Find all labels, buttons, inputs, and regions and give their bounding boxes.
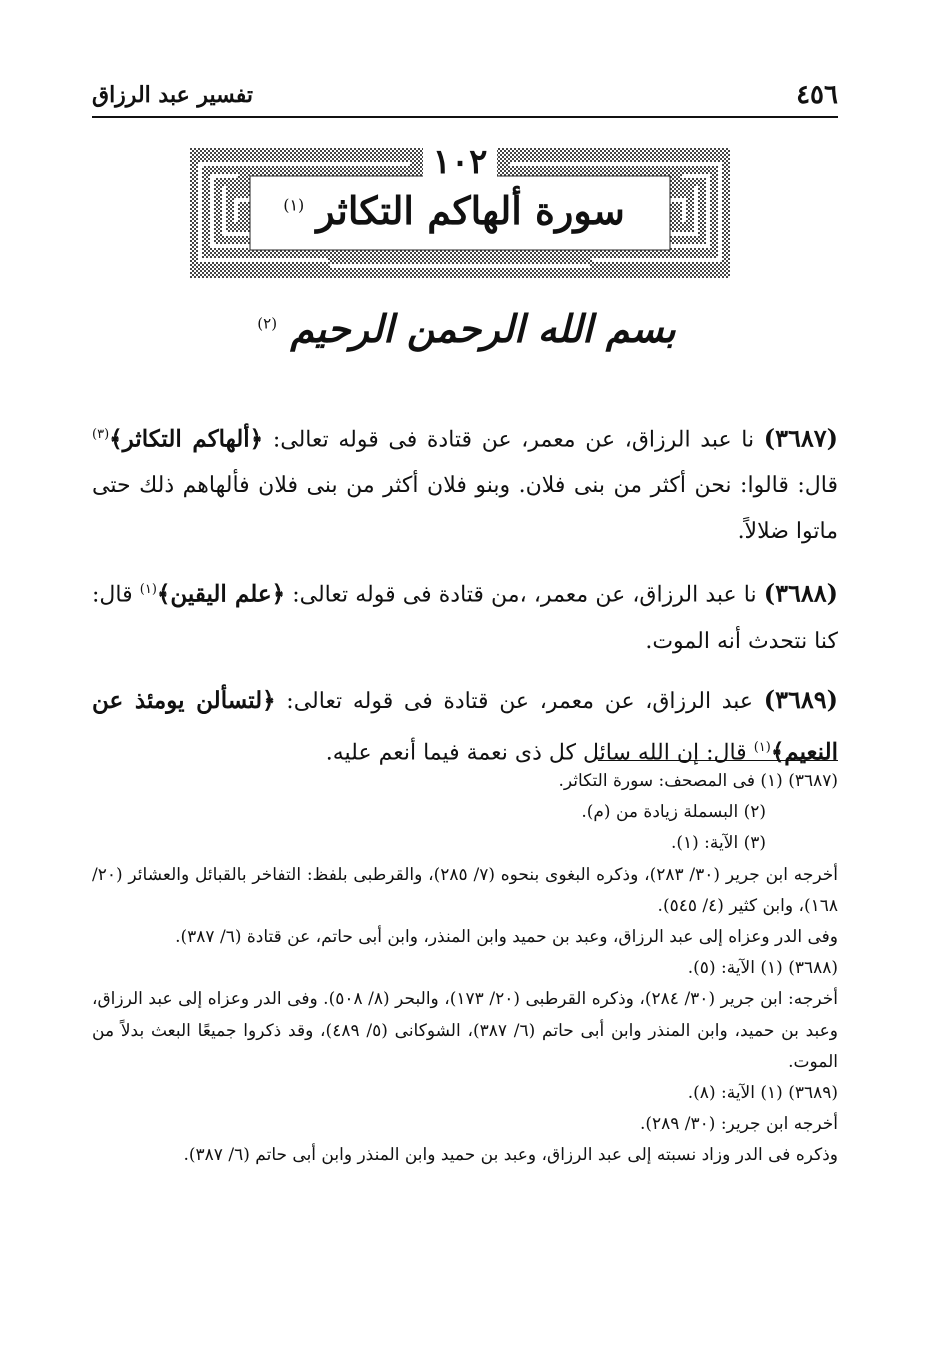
surah-title: [190, 188, 730, 233]
entry-text: قال: كنا نتحدث أنه الموت.: [92, 582, 838, 654]
footnotes: [92, 766, 838, 1172]
footnote-separator: [598, 760, 838, 761]
quran-verse: ﴿ألهاكم التكاثر﴾: [109, 425, 264, 453]
footnote-ref: (١): [139, 582, 157, 598]
entry-number: (٣٦٨٩): [763, 684, 838, 714]
surah-number: ١٠٢: [190, 142, 730, 182]
basmala-footnote-ref: (٢): [257, 314, 278, 333]
entry-text: قال: قالوا: نحن أكثر من بنى فلان. وبنو فلان أكثر من بنى فلان فألهاهم ذلك حتى ماتوا ضلالاً.: [92, 473, 838, 545]
surah-banner: [190, 142, 730, 278]
surah-name-footnote-ref: (١): [283, 195, 305, 215]
footnote: أخرجه ابن جرير (٣٠/ ٢٨٣)، وذكره البغوى بنحوه (٧/ ٢٨٥)، والقرطبى بلفظ: التفاخر بالقبائل والعشائر (٢٠/ ١٦٨)، وابن كثير (٤/ ٥٤٥).: [92, 864, 839, 916]
quran-verse: ﴿لتسألن يومئذ عن النعيم﴾: [92, 686, 838, 765]
footnote-ref: (٣): [92, 427, 110, 442]
footnote: وذكره فى الدر وزاد نسبته إلى عبد الرزاق، وعبد بن حميد وابن المنذر وابن أبى حاتم (٦/ ٣٨٧).: [183, 1145, 838, 1166]
footnote: (٣٦٨٨) (١) الآية: (٥).: [687, 958, 838, 979]
footnote: (٢) البسملة زيادة من (م).: [581, 802, 766, 823]
footnote-ref: (١): [753, 739, 771, 755]
book-title: تفسير عبد الرزاق: [92, 82, 254, 108]
quran-verse: ﴿علم اليقين﴾: [156, 580, 286, 608]
entry-text: نا عبد الرزاق، عن معمر، عن قتادة فى قوله تعالى:: [263, 427, 764, 453]
footnote: أخرجه: ابن جرير (٣٠/ ٢٨٤)، وذكره القرطبى (٢٠/ ١٧٣)، والبحر (٨/ ٥٠٨). وفى الدر وعزاه إلى عبد الرزاق، وعبد بن حميد، وابن المنذر وابن أبى حاتم (٦/ ٣٨٧)، الشوكانى (٥/ ٤٨٩)، وقد ذكروا جميعًا البعث بدلاً من الموت.: [92, 989, 838, 1072]
page-number: ٤٥٦: [796, 80, 838, 110]
entry-number: (٣٦٨٨): [763, 578, 839, 608]
hadith-entry: [92, 567, 838, 664]
entry-number: (٣٦٨٧): [763, 423, 838, 453]
running-header: [92, 76, 838, 118]
basmala: [0, 306, 933, 351]
footnote: (٣٦٨٧) (١) فى المصحف: سورة التكاثر.: [558, 771, 838, 791]
footnote: (٣) الآية: (١).: [670, 833, 766, 854]
entry-text: عبد الرزاق، عن معمر، عن قتادة فى قوله تعالى:: [275, 688, 764, 714]
hadith-entry: [92, 677, 838, 776]
entry-text: نا عبد الرزاق، عن معمر، ،من قتادة فى قوله تعالى:: [285, 582, 764, 608]
footnote: (٣٦٨٩) (١) الآية: (٨).: [687, 1083, 838, 1104]
hadith-entry: [92, 412, 838, 555]
basmala-text: بسم الله الرحمن الرحيم: [290, 306, 676, 351]
surah-name-text: سورة ألهاكم التكاثر: [304, 188, 637, 233]
main-text: [92, 412, 838, 788]
footnote: أخرجه ابن جرير: (٣٠/ ٢٨٩).: [639, 1114, 838, 1135]
footnote: وفى الدر وعزاه إلى عبد الرزاق، وعبد بن حميد وابن المنذر، وابن أبى حاتم، عن قتادة (٦/ ٣٨٧).: [175, 927, 838, 948]
entry-text: قال: إن الله سائل كل ذى نعمة فيما أنعم عليه.: [325, 739, 754, 765]
